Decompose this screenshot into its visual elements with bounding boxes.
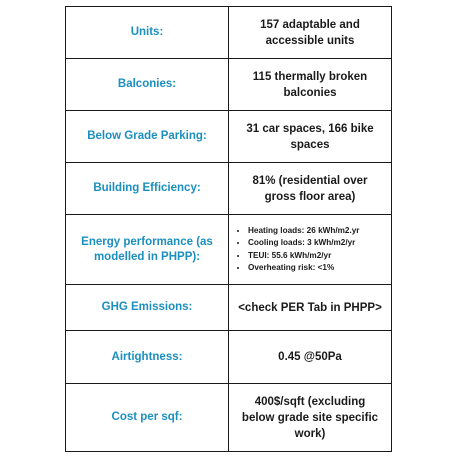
table-row-cost — [66, 384, 392, 452]
row-label: Units: — [66, 7, 229, 59]
table-row-airtightness — [66, 331, 392, 384]
table-row-balconies — [66, 59, 392, 111]
table-row-parking — [66, 111, 392, 163]
row-label: Cost per sqf: — [66, 384, 229, 452]
project-specs-table — [65, 6, 392, 452]
energy-performance-cell — [229, 215, 392, 285]
row-label: Balconies: — [66, 59, 229, 111]
table-row-energy — [66, 215, 392, 285]
row-label: GHG Emissions: — [66, 285, 229, 331]
list-item: • TEUI: 55.6 kWh/m2/yr — [248, 250, 383, 263]
list-item: • Overheating risk: <1% — [248, 262, 383, 275]
table-row-efficiency — [66, 163, 392, 215]
row-value: 81% (residential over gross floor area) — [229, 163, 392, 215]
table-row-units — [66, 7, 392, 59]
table-row-ghg — [66, 285, 392, 331]
list-item: • Cooling loads: 3 kWh/m2/yr — [248, 237, 383, 250]
row-value: 157 adaptable and accessible units — [229, 7, 392, 59]
row-value: 31 car spaces, 166 bike spaces — [229, 111, 392, 163]
energy-performance-list — [235, 225, 383, 275]
row-value: 115 thermally broken balconies — [229, 59, 392, 111]
row-value: 400$/sqft (excluding below grade site specific work) — [229, 384, 392, 452]
row-label: Energy performance (as modelled in PHPP): — [66, 215, 229, 285]
row-label: Airtightness: — [66, 331, 229, 384]
row-value: 0.45 @50Pa — [229, 331, 392, 384]
row-value: <check PER Tab in PHPP> — [229, 285, 392, 331]
list-item: • Heating loads: 26 kWh/m2.yr — [248, 225, 383, 238]
row-label: Below Grade Parking: — [66, 111, 229, 163]
row-label: Building Efficiency: — [66, 163, 229, 215]
